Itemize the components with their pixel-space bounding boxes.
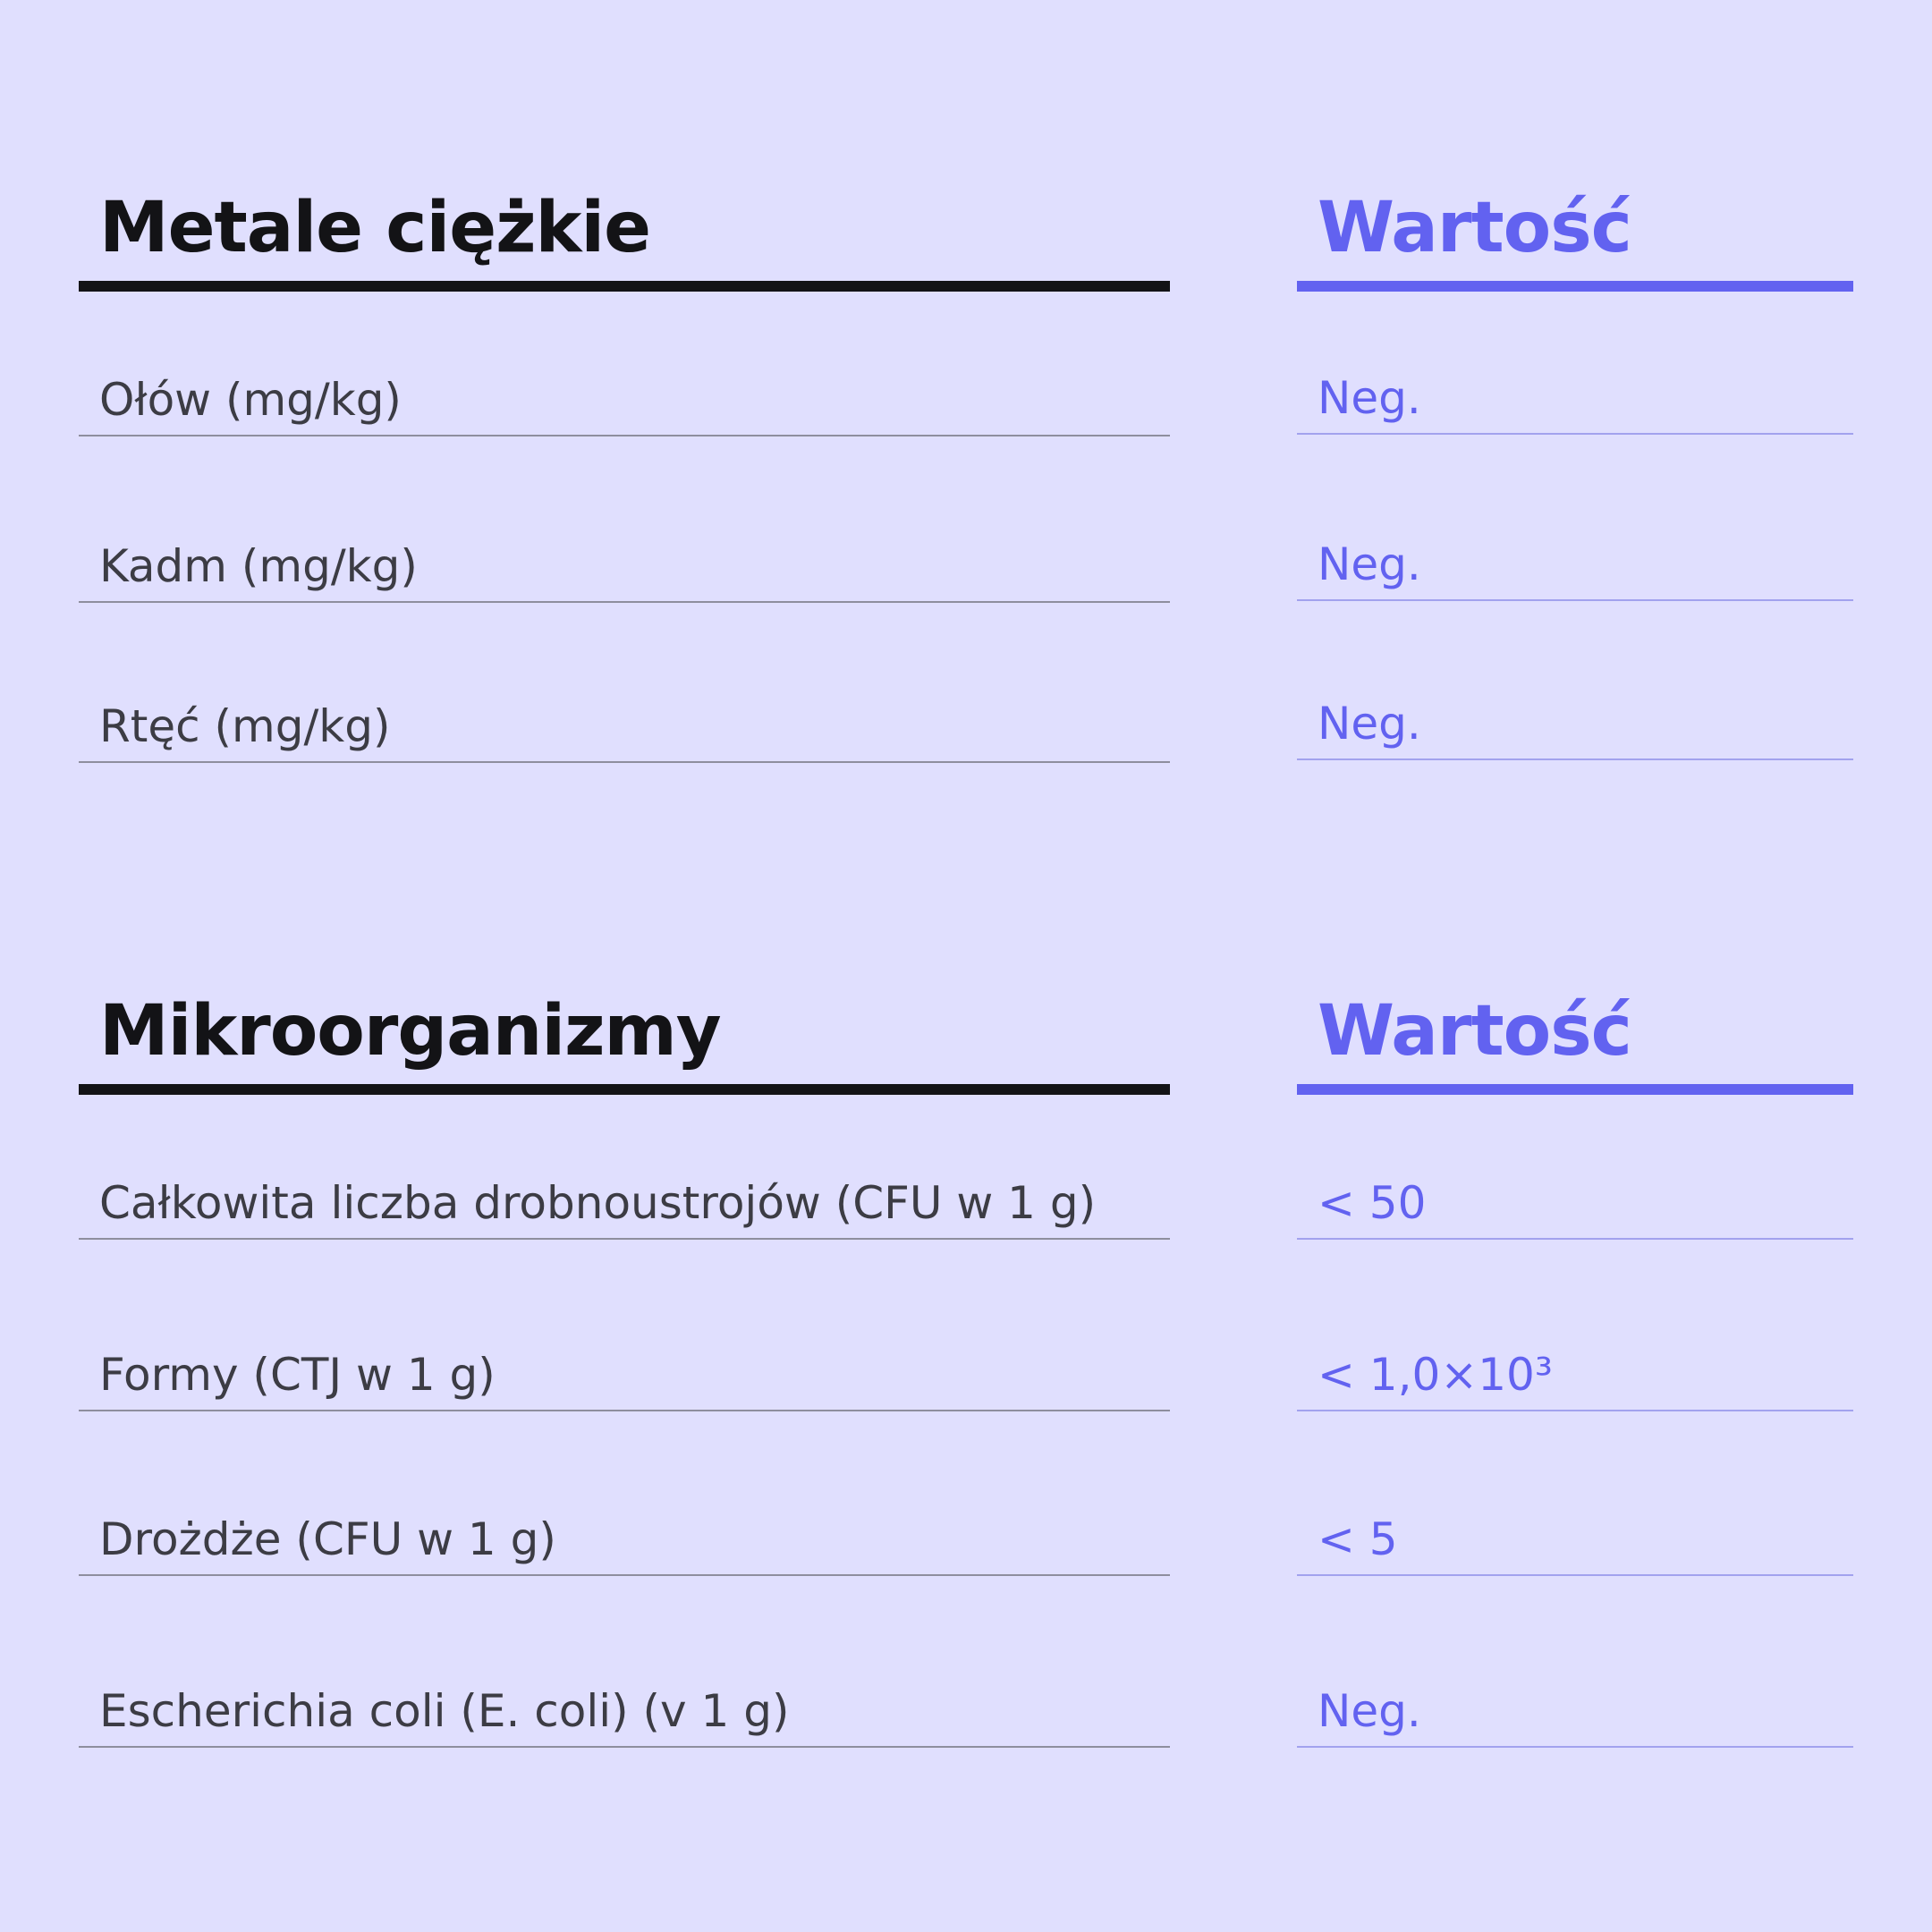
- table-row: [79, 1338, 1170, 1411]
- row-value: Neg.: [1318, 698, 1421, 750]
- row-value: Neg.: [1318, 1685, 1421, 1737]
- table-row: [79, 690, 1170, 763]
- table-row: [79, 1503, 1170, 1576]
- table-row-value: [1297, 1338, 1853, 1411]
- table-row-value: [1297, 361, 1853, 435]
- row-label: Escherichia coli (E. coli) (v 1 g): [99, 1685, 790, 1737]
- microorganisms-title: Mikroorganizmy: [99, 991, 721, 1072]
- table-row: [79, 530, 1170, 603]
- microorganisms-value-header: [1297, 982, 1853, 1095]
- row-label: Rtęć (mg/kg): [99, 700, 391, 752]
- row-value: Neg.: [1318, 372, 1421, 424]
- value-header-title: Wartość: [1318, 188, 1631, 268]
- row-label: Formy (CTJ w 1 g): [99, 1349, 496, 1401]
- row-label: Kadm (mg/kg): [99, 540, 418, 592]
- table-row: [79, 1166, 1170, 1240]
- row-value: < 1,0×10³: [1318, 1349, 1553, 1401]
- row-label: Ołów (mg/kg): [99, 374, 402, 426]
- microorganisms-header: [79, 982, 1170, 1095]
- table-row: [79, 363, 1170, 436]
- table-row: [79, 1674, 1170, 1748]
- table-row-value: [1297, 528, 1853, 601]
- row-value: < 50: [1318, 1177, 1427, 1229]
- value-header-title: Wartość: [1318, 991, 1631, 1072]
- heavy-metals-header: [79, 179, 1170, 292]
- table-row-value: [1297, 1503, 1853, 1576]
- table-row-value: [1297, 1674, 1853, 1748]
- table-row-value: [1297, 687, 1853, 760]
- row-value: Neg.: [1318, 538, 1421, 590]
- table-row-value: [1297, 1166, 1853, 1240]
- row-label: Całkowita liczba drobnoustrojów (CFU w 1 g): [99, 1177, 1097, 1229]
- heavy-metals-title: Metale ciężkie: [99, 188, 651, 268]
- row-label: Drożdże (CFU w 1 g): [99, 1513, 556, 1565]
- heavy-metals-value-header: [1297, 179, 1853, 292]
- row-value: < 5: [1318, 1513, 1398, 1565]
